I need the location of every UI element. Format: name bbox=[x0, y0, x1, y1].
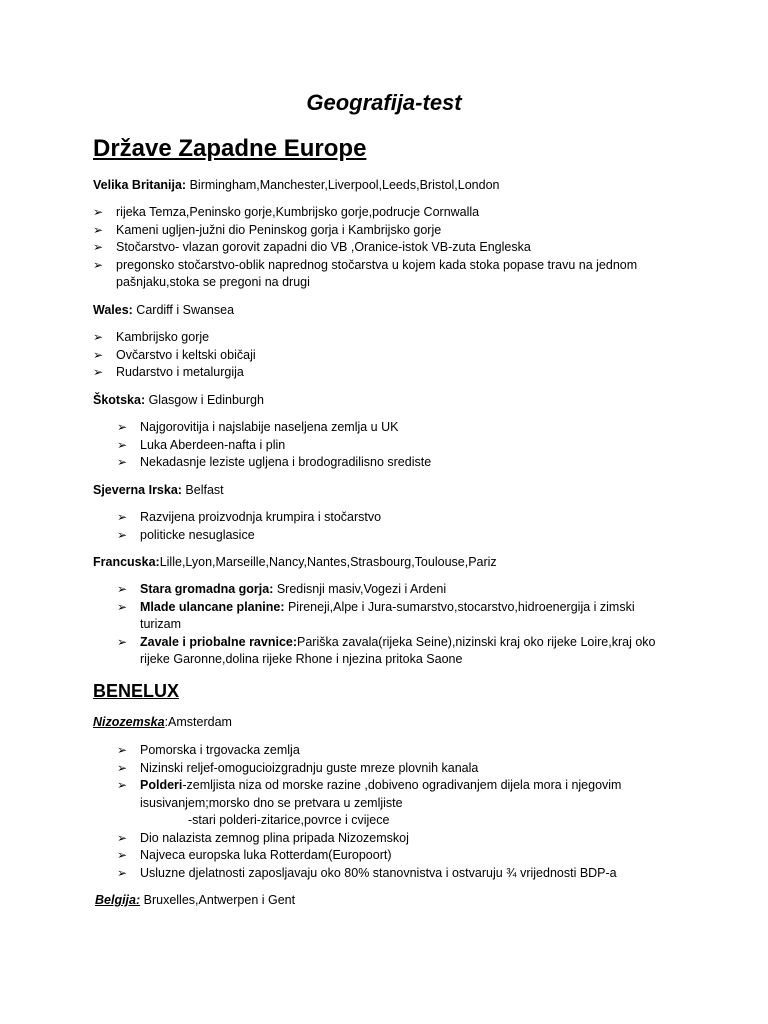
country-cities: Glasgow i Edinburgh bbox=[145, 393, 264, 407]
country-label: Francuska: bbox=[93, 555, 160, 569]
bullet-list-wales bbox=[93, 329, 693, 382]
country-cities: Belfast bbox=[181, 483, 224, 497]
list-item: ➢ Najveca europska luka Rotterdam(Europoort) bbox=[117, 847, 717, 865]
arrow-bullet-icon: ➢ bbox=[93, 365, 104, 379]
country-label: Wales: bbox=[93, 303, 133, 317]
bullet-list-vb bbox=[93, 204, 693, 292]
arrow-bullet-icon: ➢ bbox=[117, 865, 128, 880]
arrow-bullet-icon: ➢ bbox=[117, 420, 128, 434]
arrow-bullet-icon: ➢ bbox=[117, 778, 128, 792]
list-item: ➢ Dio nalazista zemnog plina pripada Nizozemskoj bbox=[117, 830, 717, 848]
country-line-belgija bbox=[95, 892, 295, 910]
list-item: ➢ Najgorovitija i najslabije naseljena zemlja u UK bbox=[117, 419, 717, 437]
list-item: ➢ Mlade ulancane planine: Pireneji,Alpe i Jura-sumarstvo,stocarstvo,hidroenergija i zimski bbox=[117, 599, 717, 617]
arrow-bullet-icon: ➢ bbox=[117, 830, 128, 845]
country-line-skotska bbox=[93, 392, 264, 410]
list-item: ➢ pregonsko stočarstvo-oblik naprednog stočarstva u kojem kada stoka popase travu na jednom bbox=[93, 257, 693, 275]
document-title: Geografija-test bbox=[306, 90, 462, 115]
arrow-bullet-icon: ➢ bbox=[93, 347, 104, 362]
list-item-continuation: -stari polderi-zitarice,povrce i cvijece bbox=[188, 813, 390, 827]
list-item: ➢ Zavale i priobalne ravnice:Pariška zavala(rijeka Seine),nizinski kraj oko rijeke Loire,kraj oko bbox=[117, 634, 717, 652]
list-item-continuation: rijeke Garonne,dolina rijeke Rhone i njezina pritoka Saone bbox=[140, 652, 463, 666]
arrow-bullet-icon: ➢ bbox=[117, 848, 128, 862]
arrow-bullet-icon: ➢ bbox=[117, 582, 128, 596]
country-line-nizozemska bbox=[93, 714, 232, 732]
country-line-vb bbox=[93, 177, 499, 195]
list-item: ➢ Razvijena proizvodnja krumpira i stočarstvo bbox=[117, 509, 717, 527]
country-line-wales bbox=[93, 302, 234, 320]
list-item: ➢ Kambrijsko gorje bbox=[93, 329, 693, 347]
arrow-bullet-icon: ➢ bbox=[117, 455, 128, 469]
arrow-bullet-icon: ➢ bbox=[117, 634, 128, 649]
list-item: ➢ Usluzne djelatnosti zaposljavaju oko 80% stanovnistva i ostvaruju ¾ vrijednosti BDP-a bbox=[117, 865, 717, 883]
list-item: ➢ rijeka Temza,Peninsko gorje,Kumbrijsko gorje,podrucje Cornwalla bbox=[93, 204, 693, 222]
arrow-bullet-icon: ➢ bbox=[117, 760, 128, 775]
arrow-bullet-icon: ➢ bbox=[93, 257, 104, 272]
list-item: ➢ politicke nesuglasice bbox=[117, 527, 717, 545]
list-item-continuation: turizam bbox=[140, 617, 181, 631]
country-label: Belgija: bbox=[95, 893, 141, 907]
country-label: Nizozemska bbox=[93, 715, 165, 729]
arrow-bullet-icon: ➢ bbox=[117, 743, 128, 757]
section-heading: Države Zapadne Europe bbox=[93, 135, 367, 162]
country-label: Škotska: bbox=[93, 393, 146, 407]
country-label: Velika Britanija: bbox=[93, 178, 187, 192]
list-item: ➢ Polderi-zemljista niza od morske razine ,dobiveno ogradivanjem dijela mora i njegovim bbox=[117, 777, 717, 795]
country-label: Sjeverna Irska: bbox=[93, 483, 182, 497]
arrow-bullet-icon: ➢ bbox=[93, 205, 104, 219]
arrow-bullet-icon: ➢ bbox=[117, 437, 128, 452]
list-item: ➢ Pomorska i trgovacka zemlja bbox=[117, 742, 717, 760]
list-item: ➢ Rudarstvo i metalurgija bbox=[93, 364, 693, 382]
country-cities: :Amsterdam bbox=[164, 715, 232, 729]
arrow-bullet-icon: ➢ bbox=[93, 222, 104, 237]
list-item: ➢ Ovčarstvo i keltski običaji bbox=[93, 347, 693, 365]
arrow-bullet-icon: ➢ bbox=[117, 510, 128, 524]
bullet-list-francuska bbox=[117, 581, 717, 669]
arrow-bullet-icon: ➢ bbox=[117, 599, 128, 614]
list-item-continuation: isusivanjem;morsko dno se pretvara u zemljiste bbox=[140, 795, 403, 810]
benelux-heading: BENELUX bbox=[93, 681, 180, 701]
bullet-list-nizozemska bbox=[117, 742, 717, 882]
country-cities: Cardiff i Swansea bbox=[132, 303, 235, 317]
list-item: ➢ Luka Aberdeen-nafta i plin bbox=[117, 437, 717, 455]
list-item: ➢ Kameni ugljen-južni dio Peninskog gorja i Kambrijsko gorje bbox=[93, 222, 693, 240]
arrow-bullet-icon: ➢ bbox=[93, 240, 104, 254]
list-item-continuation: pašnjaku,stoka se pregoni na drugi bbox=[116, 275, 310, 289]
bullet-list-skotska bbox=[117, 419, 717, 472]
arrow-bullet-icon: ➢ bbox=[93, 330, 104, 344]
country-cities: Birmingham,Manchester,Liverpool,Leeds,Bristol,London bbox=[186, 178, 500, 192]
list-item: ➢ Nizinski reljef-omogucioizgradnju guste mreze plovnih kanala bbox=[117, 760, 717, 778]
country-line-francuska bbox=[93, 554, 497, 572]
country-cities: Lille,Lyon,Marseille,Nancy,Nantes,Strasbourg,Toulouse,Pariz bbox=[159, 555, 497, 569]
country-line-irska bbox=[93, 482, 224, 500]
list-item: ➢ Stočarstvo- vlazan gorovit zapadni dio VB ,Oranice-istok VB-zuta Engleska bbox=[93, 239, 693, 257]
country-cities: Bruxelles,Antwerpen i Gent bbox=[140, 893, 296, 907]
bullet-list-irska bbox=[117, 509, 717, 544]
list-item: ➢ Stara gromadna gorja: Sredisnji masiv,Vogezi i Ardeni bbox=[117, 581, 717, 599]
list-item: ➢ Nekadasnje leziste ugljena i brodogradilisno srediste bbox=[117, 454, 717, 472]
arrow-bullet-icon: ➢ bbox=[117, 527, 128, 542]
